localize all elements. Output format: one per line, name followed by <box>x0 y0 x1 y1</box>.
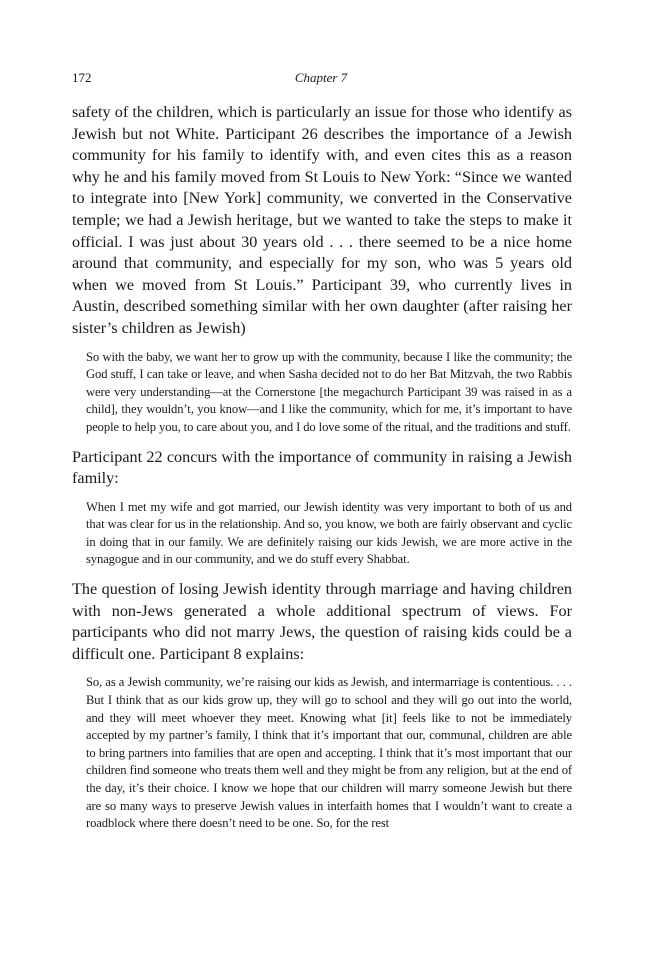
running-head <box>72 70 570 90</box>
paragraph-2: Participant 22 concurs with the importance of community in raising a Jewish family: <box>72 447 572 488</box>
block-quote-1: So with the baby, we want her to grow up with the community, because I like the community; the God stuff, I can take or leave, and when Sasha decided not to do her Bat Mitzvah, the two Rabbis were very understanding—at the Cornerstone [the megachurch Participant 39 was raised in as a child], they wouldn’t, you know—and I like the community, which for me, it’s important to have people to help you, to care about you, and I do love some of the ritual, and the traditions and stuff. <box>86 349 572 434</box>
paragraph-3: The question of losing Jewish identity through marriage and having children with non-Jews generated a whole additional spectrum of views. For participants who did not marry Jews, the question of raising kids could be a difficult one. Participant 8 explains: <box>72 580 572 663</box>
chapter-title: Chapter 7 <box>294 70 348 85</box>
block-quote-2: When I met my wife and got married, our Jewish identity was very important to both of us and that was clear for us in the relationship. And so, you know, we both are fairly observant and cyclic in doing that in our family. We are definitely raising our kids Jewish, we are more active in the synagogue and in our community, and we do stuff every Shabbat. <box>86 499 572 567</box>
body-text <box>72 102 572 833</box>
page-number: 172 <box>72 70 92 85</box>
block-quote-3: So, as a Jewish community, we’re raising our kids as Jewish, and intermarriage is contentious. . . . But I think that as our kids grow up, they will go to school and they will go out into the world, and they will meet whoever they meet. Knowing what [it] feels like to not be immediately accepted by my partner’s family, I think that it’s important that our, communal, children are able to bring partners into families that are open and accepting. I think that it’s most important that our children find someone who treats them well and they might be from any religion, but at the end of the day, it’s their choice. I know we hope that our children will marry someone Jewish but there are so many ways to preserve Jewish values in interfaith homes that I wouldn’t want to create a roadblock where there doesn’t need to be one. So, for the rest <box>86 675 572 831</box>
paragraph-1: safety of the children, which is particularly an issue for those who identify as Jewish but not White. Participant 26 describes the importance of a Jewish community for his family to identify with, and even cites this as a reason why he and his family moved from St Louis to New York: “Since we wanted to integrate into [New York] community, we converted in the Conservative temple; we had a Jewish heritage, but we wanted to take the steps to make it official. I was just about 30 years old . . . there seemed to be a nice home around that community, and especially for my son, who was 5 years old when we moved from St Louis.” Participant 39, who currently lives in Austin, described something similar with her own daughter (after raising her sister’s children as Jewish) <box>72 103 572 337</box>
